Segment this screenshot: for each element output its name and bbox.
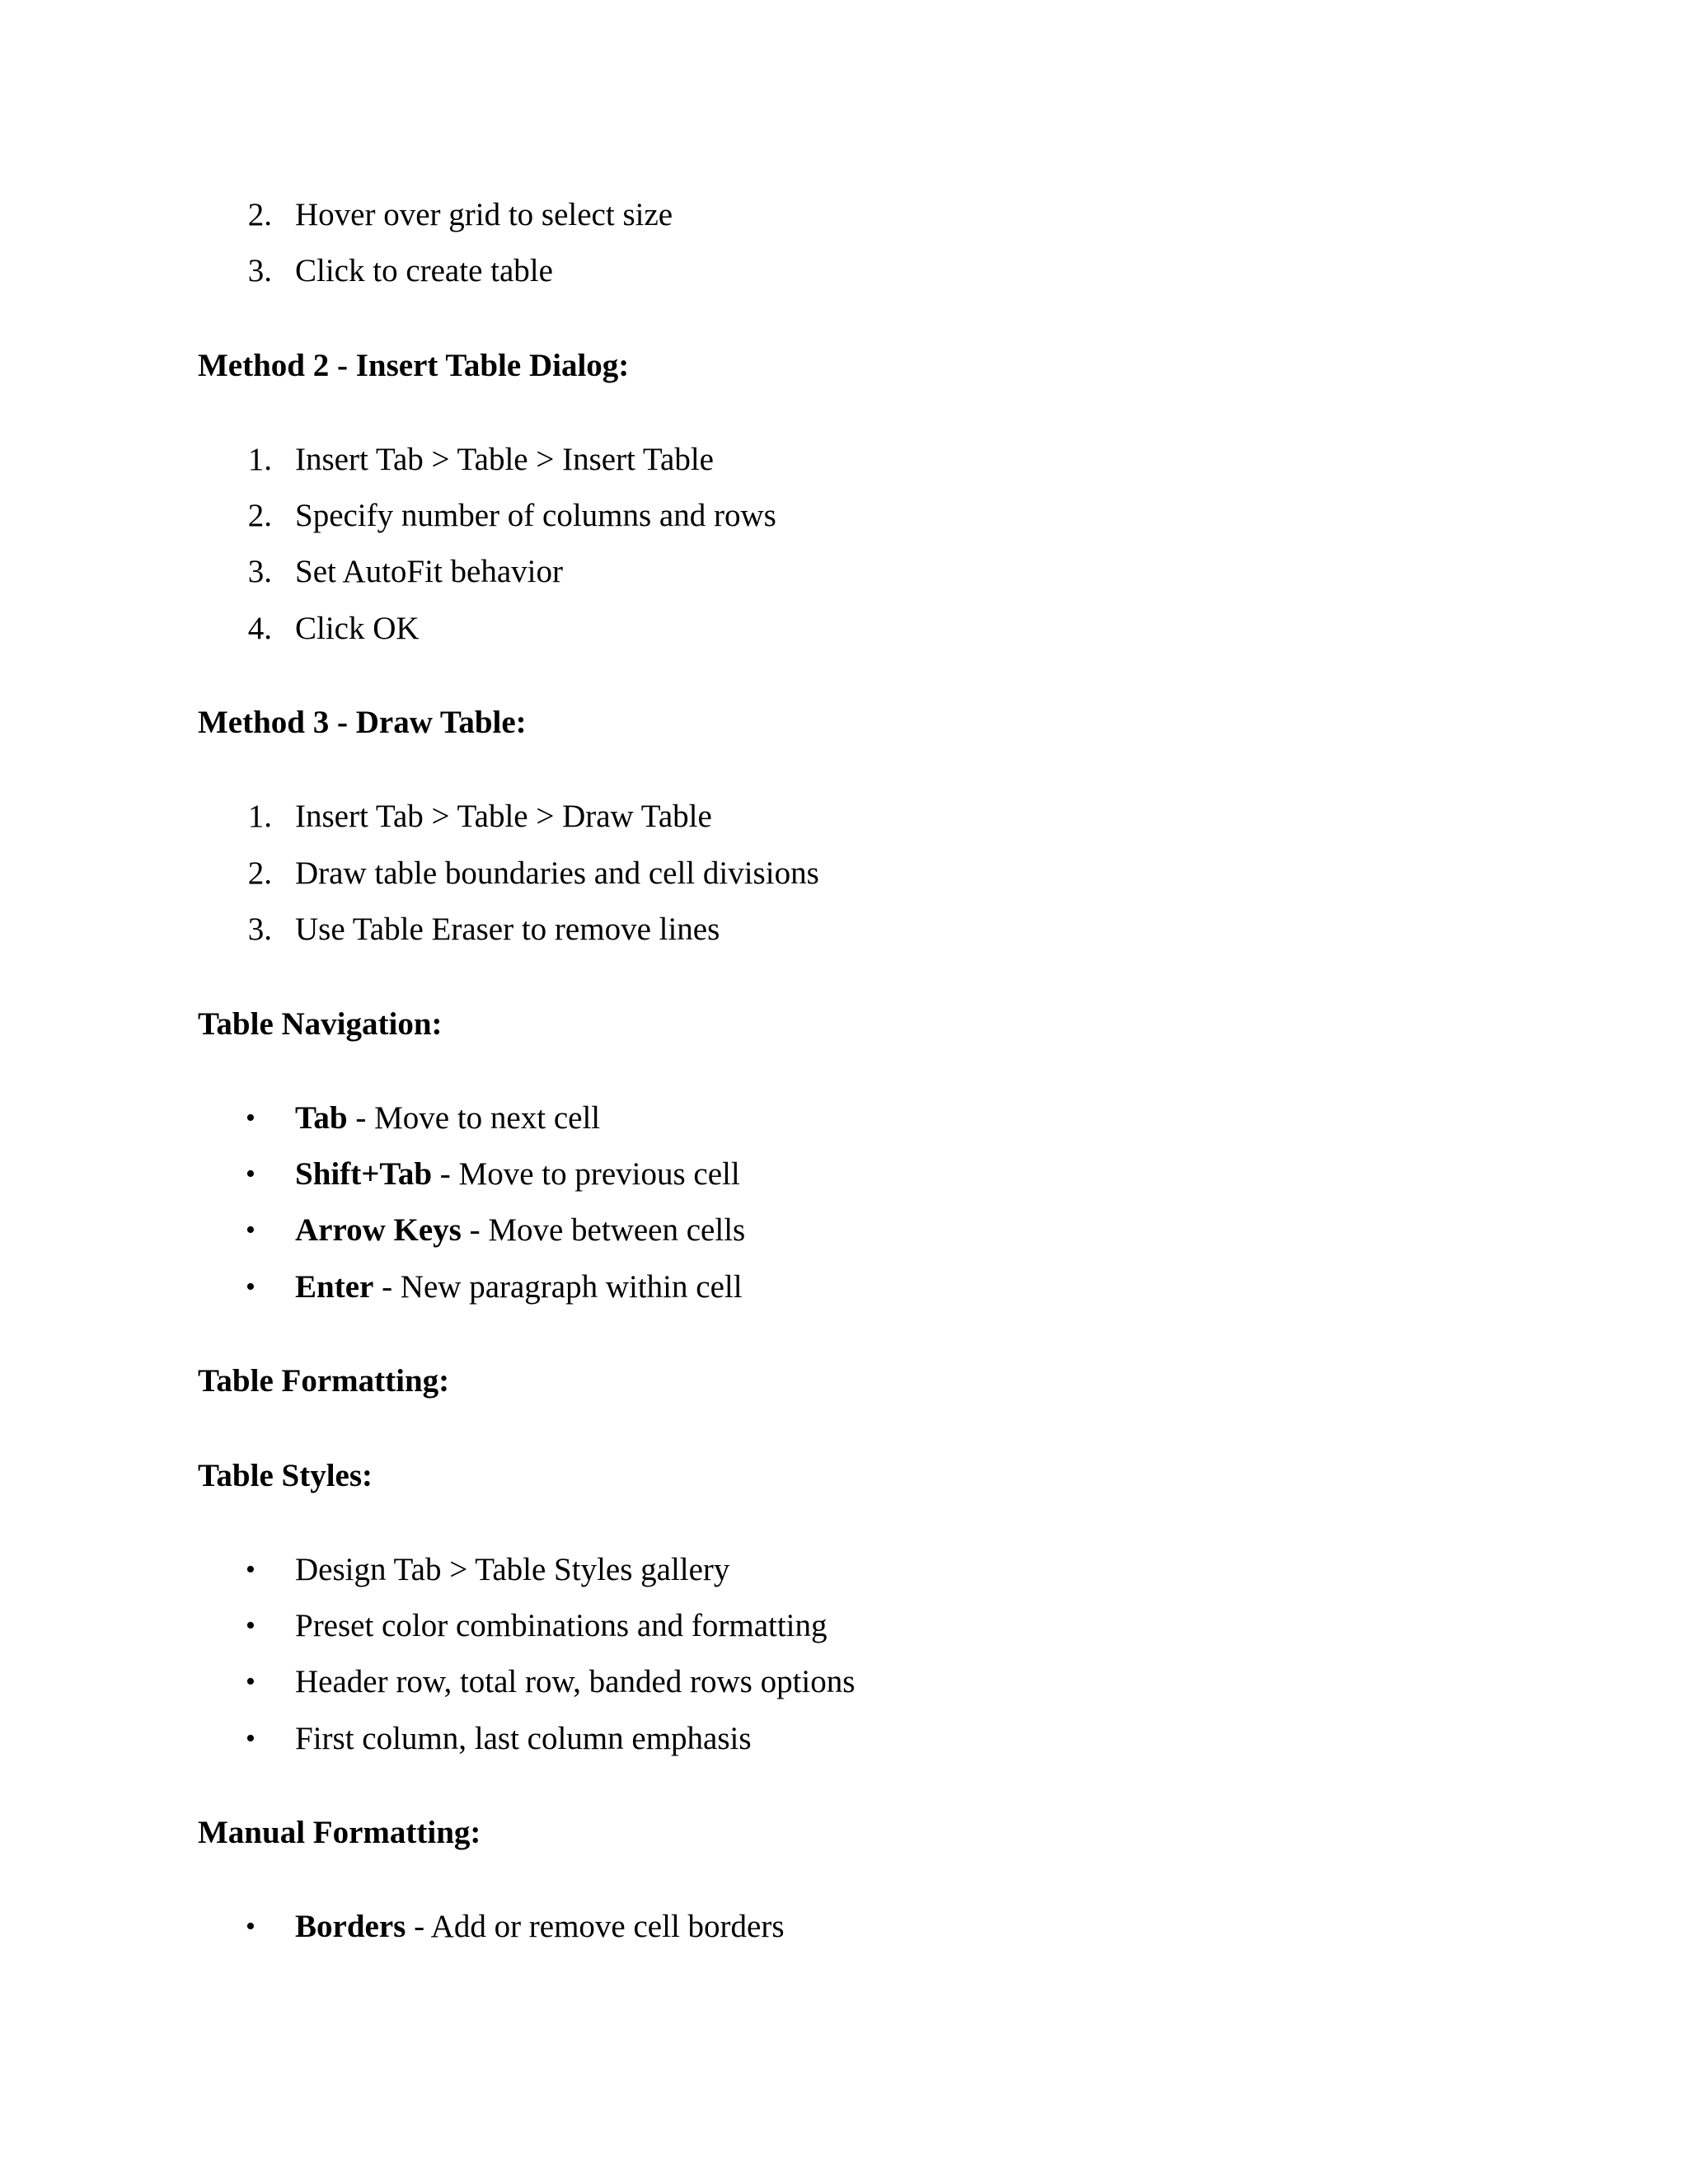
- list-number: 2.: [247, 855, 272, 891]
- list-number: 2.: [247, 498, 272, 533]
- bullet-icon: •: [246, 1215, 256, 1245]
- shortcut-key: Tab: [295, 1100, 348, 1136]
- list-item-text: [295, 1268, 743, 1307]
- list-item-text: Preset color combinations and formatting: [295, 1608, 828, 1643]
- shortcut-key: Enter: [295, 1269, 374, 1305]
- list-item-text: Insert Tab > Table > Insert Table: [295, 442, 714, 477]
- list-item-text: Header row, total row, banded rows options: [295, 1664, 856, 1699]
- format-description: - Add or remove cell borders: [406, 1909, 785, 1944]
- shortcut-key: Arrow Keys: [295, 1212, 462, 1248]
- list-number: 3.: [247, 554, 272, 589]
- table-formatting-heading: Table Formatting:: [198, 1363, 450, 1399]
- list-item-text: [295, 1099, 600, 1138]
- shortcut-description: - New paragraph within cell: [373, 1269, 743, 1305]
- list-item-text: [295, 1907, 785, 1947]
- method-3-heading: Method 3 - Draw Table:: [198, 705, 527, 740]
- list-item-text: [295, 1155, 740, 1194]
- bullet-icon: •: [246, 1272, 256, 1302]
- list-number: 2.: [247, 197, 272, 232]
- list-item-text: Use Table Eraser to remove lines: [295, 912, 720, 947]
- list-number: 3.: [247, 253, 272, 288]
- bullet-icon: •: [246, 1911, 256, 1942]
- manual-formatting-heading: Manual Formatting:: [198, 1815, 481, 1850]
- table-styles-heading: Table Styles:: [198, 1458, 373, 1493]
- list-item-text: Insert Tab > Table > Draw Table: [295, 799, 712, 834]
- list-item-text: Click OK: [295, 611, 420, 646]
- list-item-text: Set AutoFit behavior: [295, 554, 563, 589]
- list-item-text: Draw table boundaries and cell divisions: [295, 855, 819, 891]
- list-item-text: Click to create table: [295, 253, 553, 288]
- bullet-icon: •: [246, 1723, 256, 1754]
- shortcut-key: Shift+Tab: [295, 1156, 433, 1192]
- list-item-text: [295, 1211, 745, 1250]
- shortcut-description: - Move to previous cell: [432, 1156, 740, 1192]
- list-item-text: First column, last column emphasis: [295, 1721, 752, 1756]
- table-navigation-heading: Table Navigation:: [198, 1006, 443, 1042]
- list-number: 1.: [247, 442, 272, 477]
- bullet-icon: •: [246, 1159, 256, 1189]
- format-option: Borders: [295, 1909, 406, 1944]
- bullet-icon: •: [246, 1610, 256, 1641]
- bullet-icon: •: [246, 1103, 256, 1133]
- list-item-text: Hover over grid to select size: [295, 197, 673, 232]
- list-number: 4.: [247, 611, 272, 646]
- bullet-icon: •: [246, 1666, 256, 1697]
- list-number: 1.: [247, 799, 272, 834]
- shortcut-description: - Move between cells: [461, 1212, 746, 1248]
- list-number: 3.: [247, 912, 272, 947]
- list-item-text: Specify number of columns and rows: [295, 498, 776, 533]
- method-2-heading: Method 2 - Insert Table Dialog:: [198, 348, 630, 383]
- bullet-icon: •: [246, 1554, 256, 1585]
- list-item-text: Design Tab > Table Styles gallery: [295, 1552, 730, 1587]
- shortcut-description: - Move to next cell: [347, 1100, 601, 1136]
